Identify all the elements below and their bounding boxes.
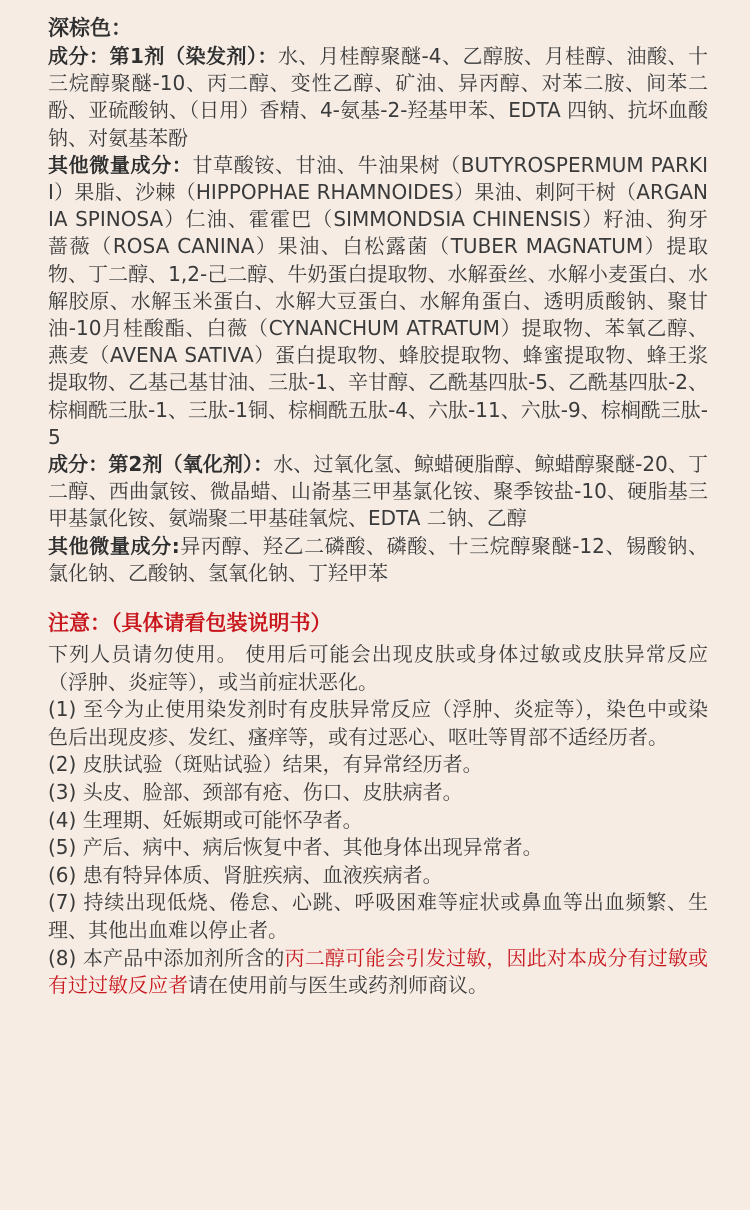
section-spacer: [48, 587, 708, 607]
notice-item-8-prefix: (8) 本产品中添加剂所含的: [48, 945, 285, 970]
notice-item-7: (7) 持续出现低烧、倦怠、心跳、呼吸困难等症状或鼻血等出血频繁、生理、其他出血难以停止者。: [48, 890, 708, 942]
other-ingredients-2-text: 异丙醇、羟乙二磷酸、磷酸、十三烷醇聚醚-12、锡酸钠、氯化钠、乙酸钠、氢氧化钠、丁羟甲苯: [48, 533, 709, 585]
component-1-text: 水、月桂醇聚醚-4、乙醇胺、月桂醇、油酸、十三烷醇聚醚-10、丙二醇、变性乙醇、矿油、异丙醇、对苯二胺、间苯二酚、亚硫酸钠、（日用）香精、4-氨基-2-羟基甲苯、EDTA 四钠、抗坏血酸钠、对氨基苯酚: [48, 44, 708, 150]
component-2-text: 水、过氧化氢、鲸蜡硬脂醇、鲸蜡醇聚醚-20、丁二醇、西曲氯铵、微晶蜡、山嵛基三甲基氯化铵、聚季铵盐-10、硬脂基三甲基氯化铵、氨端聚二甲基硅氧烷、EDTA 二钠、乙醇: [48, 452, 708, 531]
notice-title: 注意：（具体请看包装说明书）: [48, 611, 332, 636]
notice-item-4: (4) 生理期、妊娠期或可能怀孕者。: [48, 807, 363, 832]
notice-item-6: (6) 患有特异体质、肾脏疾病、血液疾病者。: [48, 862, 443, 887]
notice-item-8: [48, 945, 708, 1000]
notice-item-8-warning: 丙二醇可能会引发过敏，因此对本成分有过敏或有过过敏反应者: [48, 945, 709, 998]
other-ingredients-2-label: 其他微量成分:: [48, 533, 180, 558]
notice-item-5: (5) 产后、病中、病后恢复中者、其他身体出现异常者。: [48, 835, 543, 860]
component-1-label: 成分：第1剂（染发剂）：: [48, 44, 278, 68]
notice-intro: 下列人员请勿使用。 使用后可能会出现皮肤或身体过敏或皮肤异常反应（浮肿、炎症等），或当前症状恶化。: [48, 642, 708, 694]
component-1-paragraph: [48, 43, 708, 152]
other-ingredients-1-label: 其他微量成分：: [48, 152, 193, 177]
ingredient-document: [48, 14, 708, 1000]
other-ingredients-1-paragraph: [48, 152, 708, 451]
section-title: 深棕色：: [48, 16, 132, 40]
notice-item-8-suffix: 请在使用前与医生或药剂师商议。: [188, 973, 488, 998]
component-2-paragraph: [48, 451, 708, 533]
other-ingredients-1-text: 甘草酸铵、甘油、牛油果树（BUTYROSPERMUM PARKII）果脂、沙棘（HIPPOPHAE RHAMNOIDES）果油、刺阿干树（ARGANIA SPINOSA）仁油、霍霍巴（SIMMONDSIA CHINENSIS）籽油、狗牙蔷薇（ROSA CANINA）果油、白松露菌（TUBER MAGNATUM）提取物、丁二醇、1,2-己二醇、牛奶蛋白提取物、水解蚕丝、水解小麦蛋白、水解胶原、水解玉米蛋白、水解大豆蛋白、水解角蛋白、透明质酸钠、聚甘油-10月桂酸酯、白薇（CYNANCHUM ATRATUM）提取物、苯氧乙醇、燕麦（AVENA SATIVA）蛋白提取物、蜂胶提取物、蜂蜜提取物、蜂王浆提取物、乙基己基甘油、三肽-1、辛甘醇、乙酰基四肽-5、乙酰基四肽-2、棕榈酰三肽-1、三肽-1铜、棕榈酰五肽-4、六肽-11、六肽-9、棕榈酰三肽-5: [48, 152, 708, 449]
notice-item-3: (3) 头皮、脸部、颈部有疮、伤口、皮肤病者。: [48, 780, 463, 805]
notice-item-1: (1) 至今为止使用染发剂时有皮肤异常反应（浮肿、炎症等），染色中或染色后出现皮疹、发红、瘙痒等，或有过恶心、呕吐等胃部不适经历者。: [48, 697, 708, 749]
notice-item-2: (2) 皮肤试验（斑贴试验）结果，有异常经历者。: [48, 752, 483, 777]
component-2-label: 成分：第2剂（氧化剂）：: [48, 452, 274, 477]
other-ingredients-2-paragraph: [48, 533, 708, 587]
